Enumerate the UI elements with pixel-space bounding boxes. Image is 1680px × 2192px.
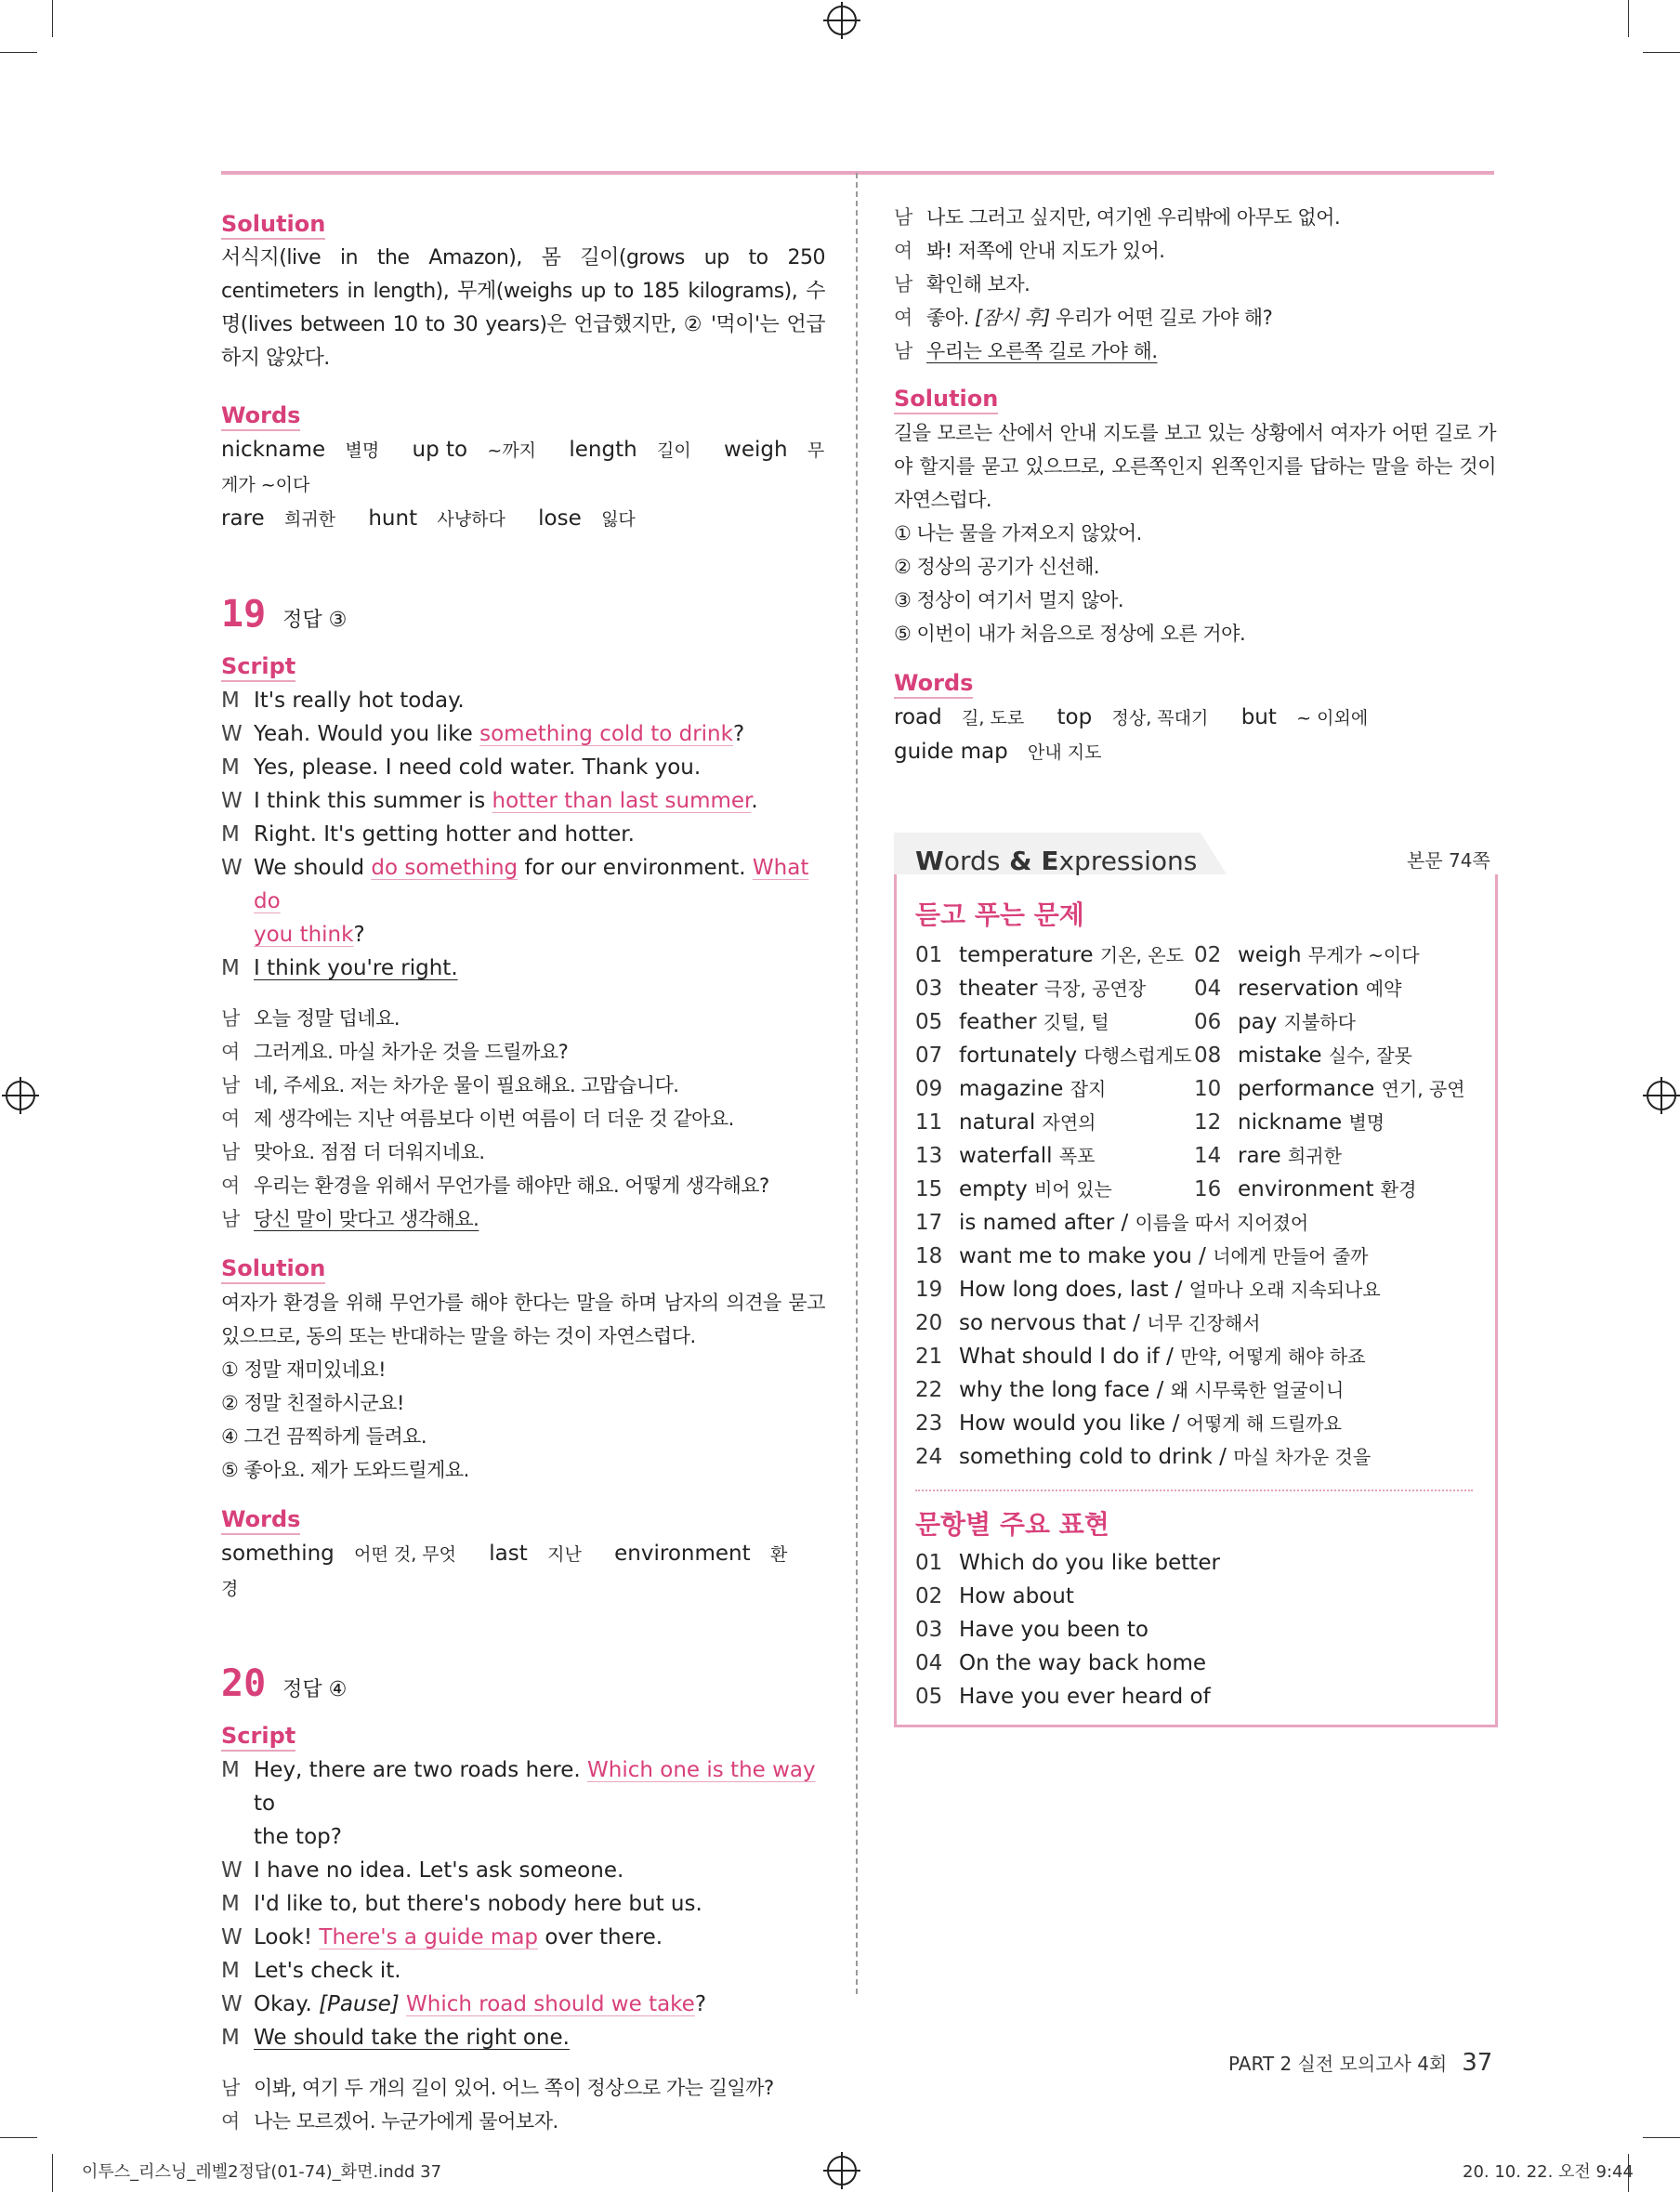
script-line: W Look! There's a guide map over there. (221, 1925, 663, 1949)
option-line: ② 정상의 공기가 신선해. (894, 556, 1100, 578)
script-line: M It's really hot today. (221, 689, 465, 713)
option-line: ③ 정상이 여기서 멀지 않아. (894, 589, 1124, 611)
crop-mark-bottom-left-v (52, 2154, 53, 2192)
section-heading: Words (221, 1505, 300, 1535)
translation-line: 여 그러게요. 마실 차가운 것을 드릴까요? (221, 1041, 569, 1063)
translation-line: 남 당신 말이 맞다고 생각해요. (221, 1208, 479, 1230)
script-line: M Yes, please. I need cold water. Thank you. (221, 755, 702, 780)
vocab-row: 07 fortunately 다행스럽게도 08 mistake 실수, 잘못 (915, 1043, 1412, 1068)
translation-line: 여 좋아. [잠시 후] 우리가 어떤 길로 가야 해? (894, 307, 1273, 329)
box-section-heading: 듣고 푸는 문제 (915, 899, 1084, 930)
expression-list (915, 1546, 1220, 1713)
vocab-row: 15 empty 비어 있는 16 environment 환경 (915, 1177, 1417, 1201)
section-heading: Words (894, 669, 973, 699)
vocab-row: 24 something cold to drink / 마실 차가운 것을 (915, 1445, 1372, 1469)
translation-line: 남 확인해 보자. (894, 273, 1030, 295)
vocab-row: 09 magazine 잡지 10 performance 연기, 공연 (915, 1077, 1465, 1101)
registration-mark-icon (827, 2156, 857, 2185)
registration-mark-icon (827, 6, 857, 35)
left-column (221, 204, 825, 2138)
expression-row: 02 How about (915, 1584, 1074, 1608)
vocab-row: 23 How would you like / 어떻게 해 드릴까요 (915, 1411, 1342, 1436)
translation-line: 여 제 생각에는 지난 여름보다 이번 여름이 더 더운 것 같아요. (221, 1108, 734, 1130)
expression-row: 04 On the way back home (915, 1651, 1207, 1675)
vocab-row: 22 why the long face / 왜 시무룩한 얼굴이니 (915, 1378, 1345, 1402)
question-number: 19 정답 ③ (221, 593, 348, 636)
section-heading: Solution (894, 385, 998, 414)
translation-line: 남 우리는 오른쪽 길로 가야 해. (894, 340, 1158, 362)
column-divider (856, 173, 858, 1994)
option-line: ④ 그건 끔찍하게 들려요. (221, 1425, 427, 1448)
vocab-row: 20 so nervous that / 너무 긴장해서 (915, 1311, 1261, 1335)
vocab-row: 18 want me to make you / 너에게 만들어 줄까 (915, 1244, 1369, 1268)
option-line: ⑤ 좋아요. 제가 도와드릴게요. (221, 1459, 469, 1481)
box-section-heading: 문항별 주요 표현 (915, 1509, 1109, 1540)
translation-line: 남 오늘 정말 덥네요. (221, 1007, 400, 1030)
vocab-row: 13 waterfall 폭포 14 rare 희귀한 (915, 1144, 1342, 1168)
vocab-row: 17 is named after / 이름을 따서 지어졌어 (915, 1211, 1309, 1235)
solution-text: 여자가 환경을 위해 무언가를 해야 한다는 말을 하며 남자의 의견을 묻고 있으므로, 동의 또는 반대하는 말을 하는 것이 자연스럽다. (221, 1292, 825, 1347)
right-column (894, 201, 1496, 769)
box-divider (915, 1490, 1473, 1491)
solution-text: 서식지(live in the Amazon), 몸 길이(grows up to 250 centimeters in length), 무게(weighs up to 185 kilograms), 수명(lives between 10 to 30 years)은 언급했지만, ② '먹이'는 언급하지 않았다. (221, 246, 825, 370)
answer-label: 정답 ④ (282, 1678, 348, 1701)
script-line: M Right. It's getting hotter and hotter. (221, 822, 635, 847)
script-line: M Hey, there are two roads here. Which one is the way to the top? (221, 1758, 816, 1849)
expression-row: 05 Have you ever heard of (915, 1685, 1211, 1709)
vocab-row: 01 temperature 기온, 온도 02 weigh 무게가 ~이다 (915, 943, 1420, 967)
section-heading: Words (221, 401, 300, 431)
expression-row: 03 Have you been to (915, 1618, 1148, 1642)
header-rule (221, 171, 1494, 175)
vocab-row: 19 How long does, last / 얼마나 오래 지속되나요 (915, 1278, 1381, 1302)
vocab-row: 21 What should I do if / 만약, 어떻게 해야 하죠 (915, 1345, 1366, 1369)
translation-line: 남 나도 그러고 싶지만, 여기엔 우리밖에 아무도 없어. (894, 206, 1341, 229)
section-heading: Script (221, 1722, 295, 1752)
registration-mark-icon (6, 1081, 35, 1110)
script-line: W Yeah. Would you like something cold to drink? (221, 722, 745, 746)
translation-line: 여 우리는 환경을 위해서 무언가를 해야만 해요. 어떻게 생각해요? (221, 1175, 769, 1197)
crop-mark-top-left-h (0, 52, 37, 53)
vocab-row: 03 theater 극장, 공연장 04 reservation 예약 (915, 977, 1402, 1001)
section-heading: Script (221, 652, 295, 682)
translation-line: 남 이봐, 여기 두 개의 길이 있어. 어느 쪽이 정상으로 가는 길일까? (221, 2077, 774, 2099)
solution-text: 길을 모르는 산에서 안내 지도를 보고 있는 상황에서 여자가 어떤 길로 가야 할지를 묻고 있으므로, 오른쪽인지 왼쪽인지를 답하는 말을 하는 것이 자연스럽다. (894, 422, 1496, 511)
section-heading: Solution (221, 1254, 325, 1284)
words-line: guide map 안내 지도 (894, 740, 1102, 764)
script-line: W We should do something for our environment. What do you think? (221, 856, 809, 947)
vocab-row: 05 feather 깃털, 털 06 pay 지불하다 (915, 1010, 1356, 1034)
words-line: something 어떤 것, 무엇 last 지난 environment 환경 (221, 1542, 788, 1599)
vocab-row: 11 natural 자연의 12 nickname 별명 (915, 1110, 1385, 1135)
question-number: 20 정답 ④ (221, 1662, 348, 1705)
answer-label: 정답 ③ (282, 609, 348, 632)
script-line: W I think this summer is hotter than last summer. (221, 789, 758, 813)
section-heading: Solution (221, 210, 325, 240)
page-footer (1228, 2049, 1492, 2077)
translation-line: 여 봐! 저쪽에 안내 지도가 있어. (894, 240, 1165, 262)
expression-row: 01 Which do you like better (915, 1551, 1220, 1575)
box-title: Words & Expressions (915, 846, 1198, 876)
translation-line: 여 나는 모르겠어. 누군가에게 물어보자. (221, 2110, 558, 2133)
page-number: 37 (1462, 2049, 1493, 2077)
option-line: ② 정말 친절하시군요! (221, 1392, 404, 1414)
crop-mark-top-right-v (1628, 0, 1629, 37)
translation-line: 남 맞아요. 점점 더 더워지네요. (221, 1141, 485, 1163)
script-line: W I have no idea. Let's ask someone. (221, 1858, 624, 1883)
page-reference: 본문 74쪽 (1407, 849, 1490, 872)
registration-mark-icon (1647, 1081, 1676, 1110)
crop-mark-top-right-h (1643, 52, 1680, 53)
part-label: PART 2 실전 모의고사 4회 (1228, 2053, 1448, 2075)
crop-mark-bottom-right-h (1643, 2137, 1680, 2138)
script-line: W Okay. [Pause] Which road should we take? (221, 1992, 707, 2016)
script-line: M We should take the right one. (221, 2026, 570, 2050)
option-line: ① 나는 물을 가져오지 않았어. (894, 522, 1142, 545)
vocab-list (915, 938, 1473, 1474)
print-date: 20. 10. 22. 오전 9:44 (1463, 2162, 1634, 2182)
option-line: ⑤ 이번이 내가 처음으로 정상에 오른 거야. (894, 623, 1246, 645)
script-line: M Let's check it. (221, 1959, 401, 1983)
words-line: nickname 별명 up to ~까지 length 길이 weigh 무게가 ~이다 (221, 438, 825, 495)
script-line: M I think you're right. (221, 956, 458, 980)
script-line: M I'd like to, but there's nobody here but us. (221, 1892, 702, 1916)
words-line: road 길, 도로 top 정상, 꼭대기 but ~ 이외에 (894, 705, 1369, 729)
translation-line: 남 네, 주세요. 저는 차가운 물이 필요해요. 고맙습니다. (221, 1074, 679, 1096)
option-line: ① 정말 재미있네요! (221, 1359, 387, 1381)
crop-mark-bottom-left-h (0, 2137, 37, 2138)
crop-mark-top-left-v (52, 0, 53, 37)
words-line: rare 희귀한 hunt 사냥하다 lose 잃다 (221, 506, 636, 531)
file-slug: 이투스_리스닝_레벨2정답(01-74)_화면.indd 37 (82, 2162, 442, 2182)
